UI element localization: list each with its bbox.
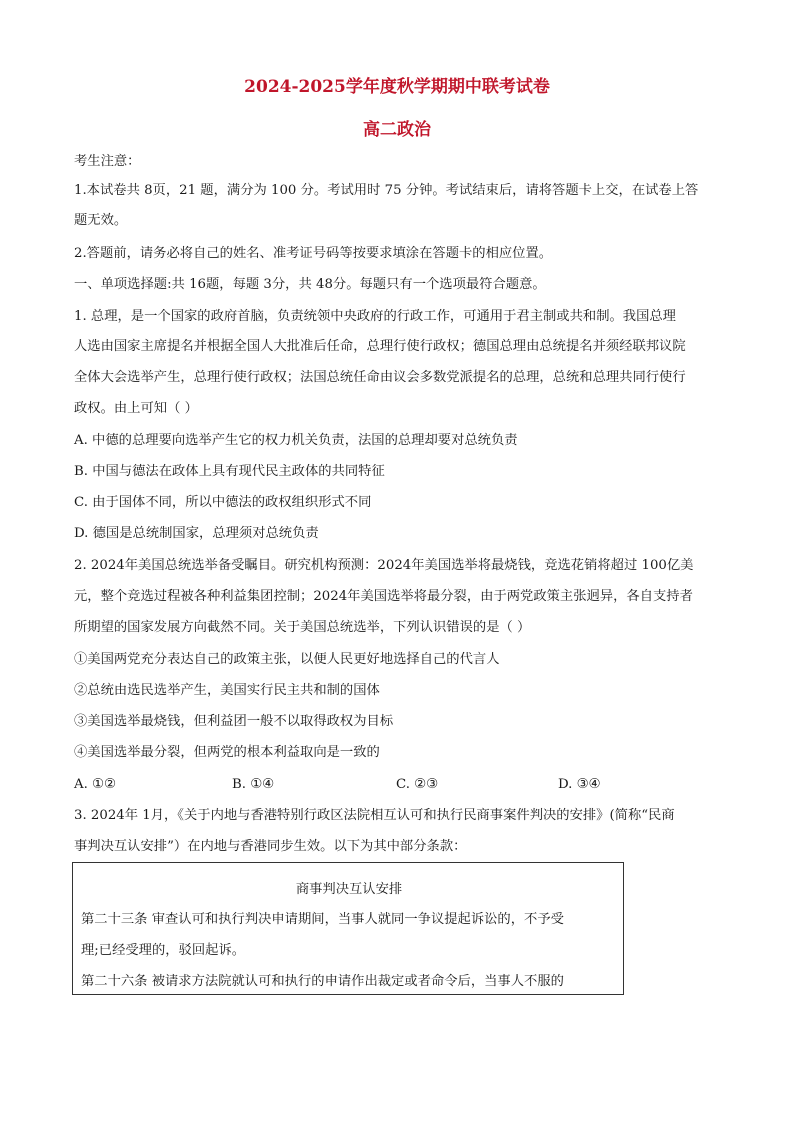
q3-stem-line-1: 3. 2024年 1月，《关于内地与香港特别行政区法院相互认可和执行民商事案件判决的安排》(简称“民商 (74, 808, 675, 823)
q1-option-c: C. 由于国体不同，所以中德法的政权组织形式不同 (74, 495, 372, 510)
q3-excerpt-line-2: 理;已经受理的，驳回起诉。 (81, 943, 246, 958)
q2-option-b: B. ①④ (232, 777, 275, 792)
q2-stem-line-2: 元，整个竞选过程被各种利益集团控制；2024年美国选举将最分裂，由于两党政策主张迥异，各自支持者 (74, 589, 693, 604)
exam-title: 2024-2025学年度秋学期期中联考试卷 (244, 77, 550, 97)
q1-stem-line-4: 政权。由上可知（ ） (74, 401, 198, 416)
q2-stem-line-1: 2. 2024年美国总统选举备受瞩目。研究机构预测：2024年美国选举将最烧钱，竞选花销将超过 100亿美 (74, 558, 694, 573)
q1-option-d: D. 德国是总统制国家，总理须对总统负责 (74, 526, 319, 541)
notice-item-1: 1.本试卷共 8页，21 题，满分为 100 分。考试用时 75 分钟。考试结束后，请将答题卡上交，在试卷上答 (74, 183, 699, 198)
q1-option-a: A. 中德的总理要向选举产生它的权力机关负责，法国的总理却要对总统负责 (74, 433, 518, 448)
q2-statement-3: ③美国选举最烧钱，但利益团一般不以取得政权为目标 (74, 714, 394, 729)
notice-item-2: 2.答题前，请务必将自己的姓名、准考证号码等按要求填涂在答题卡的相应位置。 (74, 246, 553, 261)
notice-item-1-cont: 题无效。 (74, 213, 128, 228)
q3-excerpt-line-3: 第二十六条 被请求方法院就认可和执行的申请作出裁定或者命令后，当事人不服的 (81, 974, 564, 989)
q1-stem-line-1: 1. 总理，是一个国家的政府首脑，负责统领中央政府的行政工作，可通用于君主制或共和制。我国总理 (74, 309, 676, 324)
section-heading: 一、单项选择题:共 16题，每题 3分，共 48分。每题只有一个选项最符合题意。 (74, 277, 546, 292)
q3-stem-line-2: 事判决互认安排”）在内地与香港同步生效。以下为其中部分条款： (74, 839, 467, 854)
q2-stem-line-3: 所期望的国家发展方向截然不同。关于美国总统选举，下列认识错误的是（ ） (74, 620, 531, 635)
q1-stem-line-2: 人选由国家主席提名并根据全国人大批准后任命，总理行使行政权；德国总理由总统提名并须经联邦议院 (74, 339, 686, 354)
q2-statement-2: ②总统由选民选举产生，美国实行民主共和制的国体 (74, 683, 380, 698)
q2-statement-4: ④美国选举最分裂，但两党的根本利益取向是一致的 (74, 745, 380, 760)
q2-option-c: C. ②③ (396, 777, 438, 792)
q2-statement-1: ①美国两党充分表达自己的政策主张，以便人民更好地选择自己的代言人 (74, 652, 500, 667)
q3-excerpt-box (72, 862, 624, 995)
notice-heading: 考生注意： (74, 154, 141, 169)
q3-excerpt-line-1: 第二十三条 审查认可和执行判决申请期间，当事人就同一争议提起诉讼的，不予受 (81, 912, 564, 927)
q2-option-a: A. ①② (74, 777, 116, 792)
q1-stem-line-3: 全体大会选举产生，总理行使行政权；法国总统任命由议会多数党派提名的总理，总统和总理共同行使行 (74, 370, 686, 385)
exam-subject: 高二政治 (363, 120, 431, 140)
q2-option-d: D. ③④ (558, 777, 601, 792)
q1-option-b: B. 中国与德法在政体上具有现代民主政体的共同特征 (74, 464, 385, 479)
q3-excerpt-title: 商事判决互认安排 (295, 882, 403, 897)
